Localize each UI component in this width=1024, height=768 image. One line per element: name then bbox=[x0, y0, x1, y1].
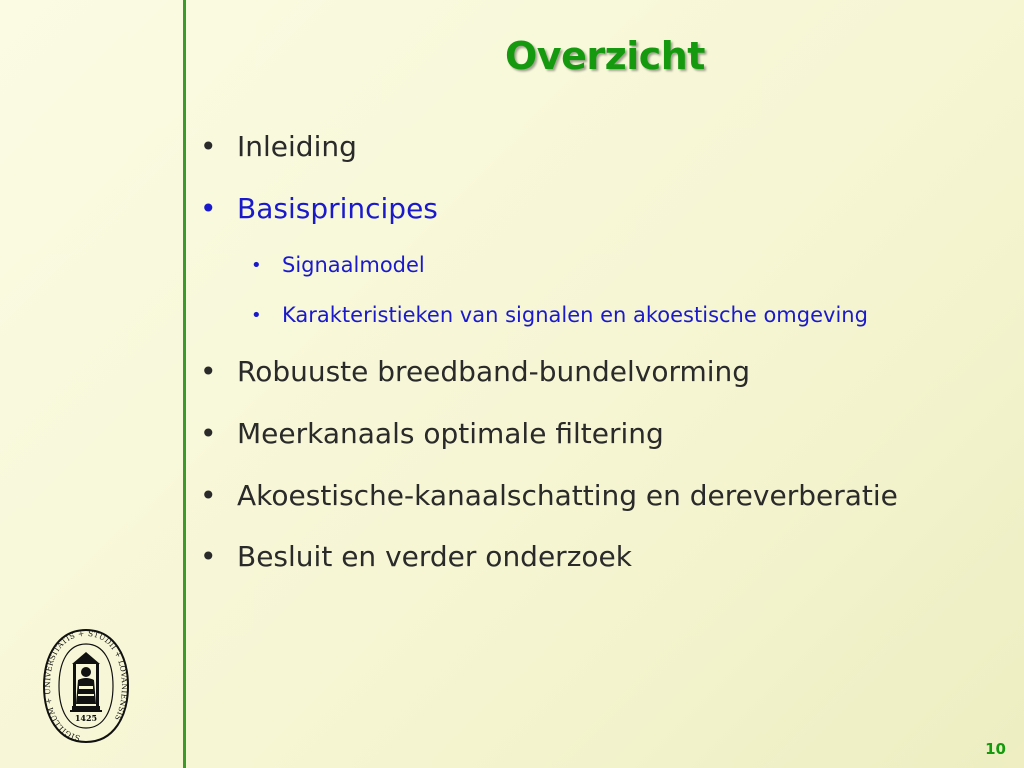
bullet-icon: • bbox=[200, 192, 217, 225]
bullet-icon: • bbox=[251, 255, 262, 276]
outline-item-label: Inleiding bbox=[237, 130, 357, 163]
outline-item-label: Robuuste breedband-bundelvorming bbox=[237, 355, 751, 388]
bullet-icon: • bbox=[251, 305, 262, 326]
page-number: 10 bbox=[985, 740, 1006, 758]
outline-subitem-signaalmodel bbox=[251, 253, 425, 277]
outline-subitem-karakteristieken bbox=[251, 303, 868, 327]
outline-item-besluit bbox=[200, 540, 632, 573]
bullet-icon: • bbox=[200, 130, 217, 163]
outline-item-label: Meerkanaals optimale filtering bbox=[237, 417, 664, 450]
outline-item-inleiding bbox=[200, 130, 357, 163]
outline-item-label: Signaalmodel bbox=[282, 253, 425, 277]
slide-title: Overzicht bbox=[505, 34, 705, 78]
outline-item-label: Akoestische-kanaalschatting en dereverberatie bbox=[237, 479, 898, 512]
bullet-icon: • bbox=[200, 355, 217, 388]
seal-year: 1425 bbox=[74, 713, 98, 723]
outline-item-filtering bbox=[200, 417, 664, 450]
outline-item-basisprincipes bbox=[200, 192, 438, 225]
svg-text:SIGILLUM + UNIVERSITATIS + STU: SIGILLUM + UNIVERSITATIS + STUDII + LOVANIENSIS bbox=[42, 628, 130, 743]
outline-item-bundelvorming bbox=[200, 355, 751, 388]
bullet-icon: • bbox=[200, 479, 217, 512]
bullet-icon: • bbox=[200, 417, 217, 450]
outline-item-label: Basisprincipes bbox=[237, 192, 438, 225]
outline-item-label: Karakteristieken van signalen en akoestische omgeving bbox=[282, 303, 868, 327]
outline-item-kanaalschatting bbox=[200, 479, 898, 512]
bullet-icon: • bbox=[200, 540, 217, 573]
outline-item-label: Besluit en verder onderzoek bbox=[237, 540, 632, 573]
university-seal-icon bbox=[42, 628, 130, 746]
